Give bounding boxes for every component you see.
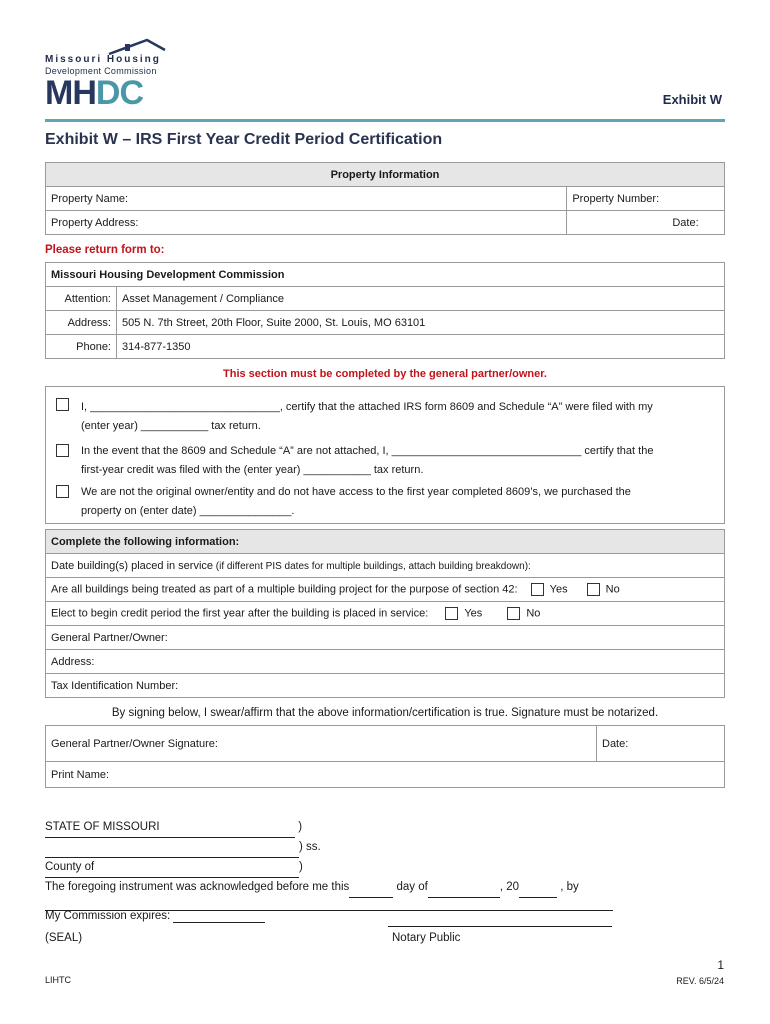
return-org: Missouri Housing Development Commission: [46, 263, 725, 287]
elect-credit-row: Elect to begin credit period the first year after the building is placed in service: Yes No: [46, 602, 725, 626]
gp-address-field[interactable]: Address:: [46, 650, 725, 674]
certification-options: [45, 386, 725, 524]
notary-state-row: STATE OF MISSOURI ): [45, 818, 615, 838]
elect-yes-checkbox[interactable]: [445, 607, 458, 620]
seal-label: (SEAL): [45, 932, 83, 944]
page-title: Exhibit W – IRS First Year Credit Period Certification: [45, 131, 443, 148]
option-3-checkbox[interactable]: [56, 485, 69, 498]
option-not-original-owner: We are not the original owner/entity and do not have access to the first year completed 8609’s, we purchased the property on (enter date) _______________.: [56, 483, 716, 521]
elect-no-checkbox[interactable]: [507, 607, 520, 620]
page-number: 1: [717, 958, 724, 972]
footer-revision: REV. 6/5/24: [676, 976, 724, 986]
print-name-field[interactable]: Print Name:: [46, 762, 725, 788]
option-2-checkbox[interactable]: [56, 444, 69, 457]
signature-table: [45, 725, 725, 788]
logo-line1: Missouri Housing: [45, 54, 161, 65]
phone-value: 314-877-1350: [117, 335, 725, 359]
footer-lihtc: LIHTC: [45, 975, 72, 985]
general-partner-field[interactable]: General Partner/Owner:: [46, 626, 725, 650]
sign-statement: By signing below, I swear/affirm that the above information/certification is true. Signature must be notarized.: [111, 707, 659, 719]
option-1-checkbox[interactable]: [56, 398, 69, 411]
notary-signature-line[interactable]: [388, 914, 612, 927]
multi-building-row: Are all buildings being treated as part of a multiple building project for the purpose of section 42: Yes No: [46, 578, 725, 602]
option-filed-with-return: I, _______________________________, certify that the attached IRS form 8609 and Schedule “A” were filed with my (enter year) ___________ tax return.: [56, 398, 716, 436]
notary-block: [45, 818, 615, 918]
property-number-field[interactable]: Property Number:: [567, 187, 725, 211]
info-header: Complete the following information:: [46, 530, 725, 554]
header-rule: [45, 119, 725, 122]
attention-value: Asset Management / Compliance: [117, 287, 725, 311]
multi-no-checkbox[interactable]: [587, 583, 600, 596]
property-table: [45, 162, 725, 235]
notary-ss-row: ) ss.: [45, 838, 615, 858]
commission-expires: My Commission expires:: [45, 910, 265, 923]
pis-date-field[interactable]: Date building(s) placed in service (if different PIS dates for multiple buildings, attach building breakdown):: [46, 554, 725, 578]
notary-ack-row: The foregoing instrument was acknowledged before me this day of , 20 , by: [45, 878, 615, 898]
property-address-field[interactable]: Property Address:: [46, 211, 567, 235]
property-date-field[interactable]: Date:: [567, 211, 725, 235]
return-heading: Please return form to:: [45, 244, 165, 256]
logo-mhdc: MHDC: [45, 74, 143, 112]
address-value: 505 N. 7th Street, 20th Floor, Suite 2000, St. Louis, MO 63101: [117, 311, 725, 335]
logo-line2: Development Commission: [45, 66, 157, 76]
tin-field[interactable]: Tax Identification Number:: [46, 674, 725, 698]
exhibit-tag: Exhibit W: [662, 92, 722, 107]
phone-label: Phone:: [46, 335, 117, 359]
option-not-attached: In the event that the 8609 and Schedule “A” are not attached, I, _______________________________ certify that the first-year credit was filed with the (enter year) ___________ tax return.: [56, 442, 716, 480]
signature-date-field[interactable]: Date:: [597, 726, 725, 762]
multi-yes-checkbox[interactable]: [531, 583, 544, 596]
signature-field[interactable]: General Partner/Owner Signature:: [46, 726, 597, 762]
notary-county-row: County of ): [45, 858, 615, 878]
info-table: [45, 529, 725, 698]
address-label: Address:: [46, 311, 117, 335]
property-name-field[interactable]: Property Name:: [46, 187, 567, 211]
attention-label: Attention:: [46, 287, 117, 311]
property-header: Property Information: [46, 163, 725, 187]
notary-public-label: Notary Public: [392, 932, 461, 944]
return-table: [45, 262, 725, 359]
gp-note: This section must be completed by the general partner/owner.: [223, 368, 547, 380]
